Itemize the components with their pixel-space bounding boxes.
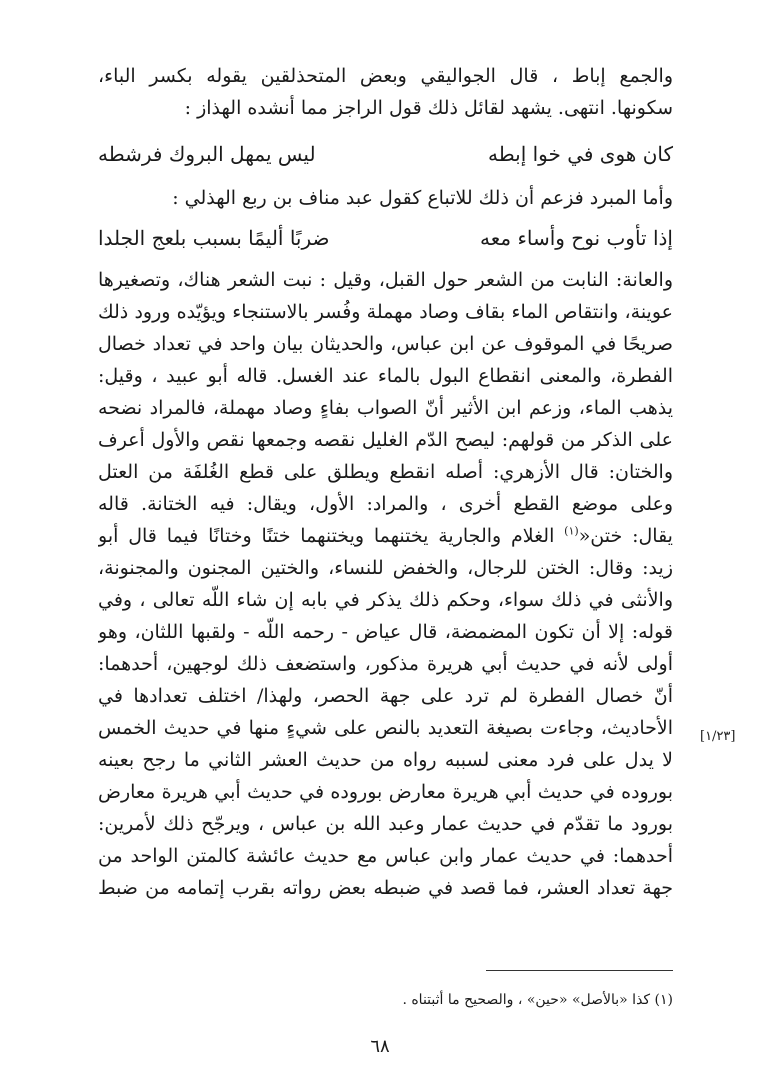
text-line: على الذكر من قولهم: ليصح الدّم الغليل نقصه وجمعها نقص والأول أعرف	[98, 429, 673, 451]
paragraph-2	[98, 182, 673, 214]
text-line: عوينة، وانتقاص الماء بقاف وصاد مهملة وفُسر بالاستنجاء ويؤيّده ورود ذلك	[98, 301, 673, 323]
text-line: صريحًا في الموقوف عن ابن عباس، والحديثان بيان واحد في تعداد خصال	[98, 333, 673, 355]
text-line: لا يدل على فرد معنى لسببه رواه من حديث العشر الثاني ما رجح بعينه	[98, 749, 673, 771]
page-number: ٦٨	[370, 1036, 390, 1057]
footnote: (١) كذا «بالأصل» «حين» ، والصحيح ما أثبتناه .	[402, 992, 673, 1008]
verse-2	[98, 220, 673, 256]
text-line: وعلى موضع القطع أخرى ، والمراد: الأول، ويقال: فيه الختانة. قاله	[98, 493, 673, 515]
text-line: الفطرة، والمعنى انقطاع البول بالماء عند الغسل. قاله أبو عبيد ، وقيل:	[98, 365, 673, 387]
footnote-reference: (١)	[564, 524, 579, 538]
verse-left-hemistich: ليس يمهل البروك فرشطه	[98, 142, 316, 166]
text-line-with-footnote-ref	[98, 520, 673, 552]
verse-right-hemistich: إذا تأوب نوح وأساء معه	[480, 226, 673, 250]
text-line: قوله: إلا أن تكون المضمضة، قال عياض - رحمه اللّه - ولقبها اللثان، وهو	[98, 621, 673, 643]
text-line: أحدهما: في حديث عمار وابن عباس مع حديث عائشة كالمتن الواحد من	[98, 845, 673, 867]
text-line: بورود ما تقدّم في حديث عمار وعبد الله بن عباس ، ويرجّح ذلك لأمرين:	[98, 813, 673, 835]
verse-right-hemistich: كان هوى في خوا إبطه	[488, 142, 673, 166]
line-segment: الغلام والجارية يختنهما ويختنهما ختنًا وختانًا فيما قال أبو	[98, 525, 565, 547]
text-line: زيد: وقال: الختن للرجال، والخفض للنساء، والختين المجنون والمجنونة،	[98, 557, 673, 579]
verse-1	[98, 136, 673, 172]
text-line: والعانة: النابت من الشعر حول القبل، وقيل : نبت الشعر هناك، وتصغيرها	[98, 269, 673, 291]
text-line: والأنثى في ذلك سواء، وحكم ذلك يذكر في بابه إن شاء اللّه تعالى ، وفي	[98, 589, 673, 611]
text-line: سكونها. انتهى. يشهد لقائل ذلك قول الراجز مما أنشده الهذاز :	[184, 97, 673, 119]
text-line: والختان: قال الأزهري: أصله انقطع ويطلق على قطع الغُلفَة من العتل	[98, 461, 673, 483]
text-line: أنّ خصال الفطرة لم ترد على جهة الحصر، ولهذا/ اختلف تعدادها في	[98, 685, 673, 707]
text-line: يذهب الماء، وزعم ابن الأثير أنّ الصواب بفاءٍ وصاد مهملة، فالمراد نضحه	[98, 397, 673, 419]
text-line: الأحاديث، وجاءت بصيغة التعديد بالنص على شيءٍ منها في حديث الخمس	[98, 717, 673, 739]
verse-left-hemistich: ضربًا أليمًا بسبب بلعج الجلدا	[98, 226, 330, 250]
line-segment: يقال: ختن«	[578, 525, 673, 547]
text-line: وأما المبرد فزعم أن ذلك للاتباع كقول عبد مناف بن ربع الهذلي :	[172, 187, 673, 209]
text-line: والجمع إباط ، قال الجواليقي وبعض المتحذلقين يقوله بكسر الباء،	[98, 65, 673, 87]
paragraph-1	[98, 60, 673, 124]
footnote-divider	[486, 970, 673, 971]
text-line: بوروده في حديث أبي هريرة معارض بوروده في حديث أبي هريرة معارض	[98, 781, 673, 803]
text-line: أولى لأنه في حديث أبي هريرة مذكور، واستضعف ذلك لوجهين، أحدهما:	[98, 653, 673, 675]
paragraph-3	[98, 264, 673, 904]
margin-page-marker: [١/٢٣]	[700, 729, 736, 744]
text-line: جهة تعداد العشر، فما قصد في ضبطه بعض رواته بقرب إتمامه من ضبط	[98, 877, 673, 899]
